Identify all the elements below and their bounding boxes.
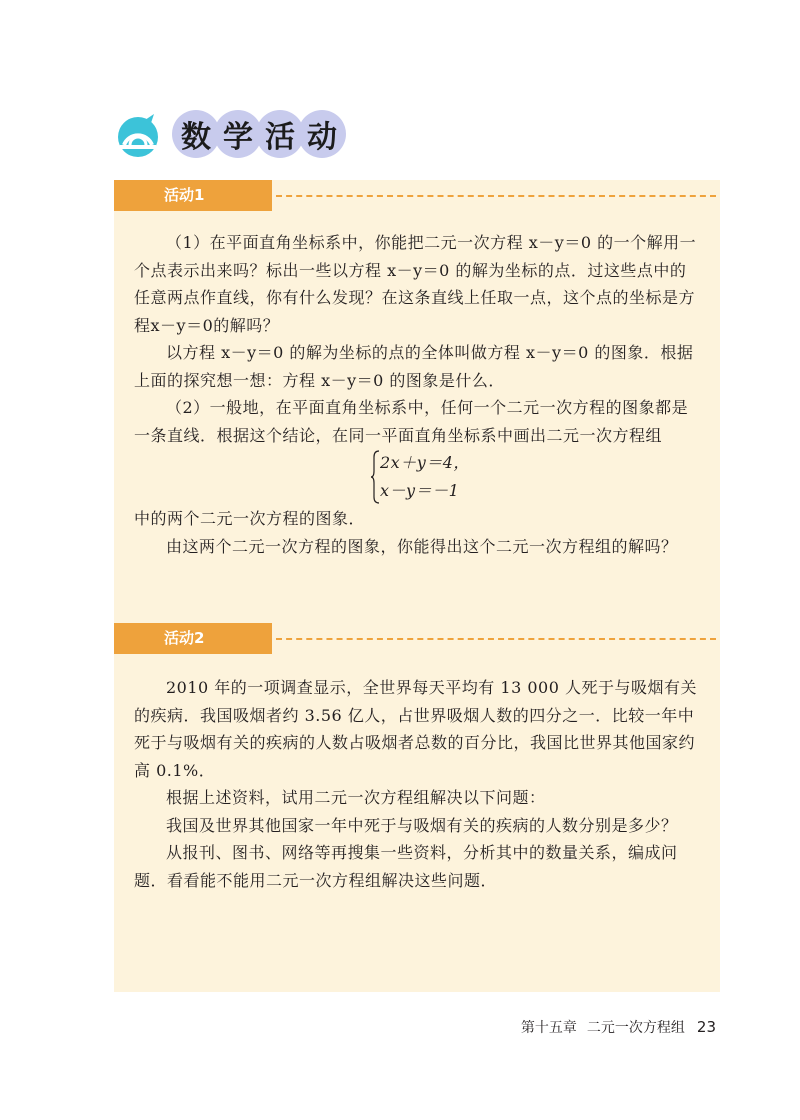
title-char: 学 <box>214 110 262 158</box>
chapter-title: 二元一次方程组 <box>586 1020 685 1036</box>
activity1-tab: 活动1 <box>114 180 272 211</box>
left-brace-icon <box>370 449 380 505</box>
page-number: 23 <box>696 1018 716 1036</box>
activity1-content <box>134 229 700 560</box>
equation-line: 2x＋y＝4， <box>380 453 470 472</box>
activity1-paragraph: （2）一般地，在平面直角坐标系中，任何一个二元一次方程的图象都是一条直线．根据这个结论，在同一平面直角坐标系中画出二元一次方程组 <box>134 398 689 445</box>
activity2-paragraph: 从报刊、图书、网络等再搜集一些资料，分析其中的数量关系，编成问题．看看能不能用二元一次方程组解决这些问题． <box>134 843 678 890</box>
title-char: 动 <box>298 110 346 158</box>
section-divider <box>276 195 716 197</box>
activity2-paragraph: 根据上述资料，试用二元一次方程组解决以下问题： <box>166 788 546 807</box>
page-footer <box>521 1016 716 1038</box>
title-char: 数 <box>172 110 220 158</box>
chapter-label: 第十五章 <box>520 1020 577 1036</box>
activity2-paragraph: 我国及世界其他国家一年中死于与吸烟有关的疾病的人数分别是多少？ <box>166 815 678 835</box>
math-activity-logo-icon <box>112 112 162 158</box>
activity-panel <box>114 180 720 992</box>
equation-line: x－y＝－1 <box>380 481 460 500</box>
section-divider <box>276 638 716 640</box>
activity2-tab: 活动2 <box>114 623 272 654</box>
equation-system <box>370 449 510 505</box>
activity2-content <box>134 674 700 894</box>
activity1-paragraph: 中的两个二元一次方程的图象． <box>134 509 366 528</box>
activity1-paragraph: （1）在平面直角坐标系中，你能把二元一次方程 x－y＝0 的一个解用一个点表示出来吗？标出一些以方程 x－y＝0 的解为坐标的点．过这些点中的任意两点作直线，你有什么发现？在这条直线上任取一点，这个点的坐标是方程x－y＝0的解吗？ <box>134 233 697 335</box>
title-char: 活 <box>256 110 304 158</box>
activity1-paragraph: 由这两个二元一次方程的图象，你能得出这个二元一次方程组的解吗？ <box>166 536 678 556</box>
page-title <box>172 106 340 162</box>
activity1-paragraph: 以方程 x－y＝0 的解为坐标的点的全体叫做方程 x－y＝0 的图象．根据上面的探究想一想：方程 x－y＝0 的图象是什么． <box>134 343 694 390</box>
activity2-paragraph: 2010 年的一项调查显示，全世界每天平均有 13 000 人死于与吸烟有关的疾病．我国吸烟者约 3.56 亿人，占世界吸烟人数的四分之一．比较一年中死于与吸烟有关的疾病的人数占吸烟者总数的百分比，我国比世界其他国家约高 0.1%． <box>134 678 697 780</box>
